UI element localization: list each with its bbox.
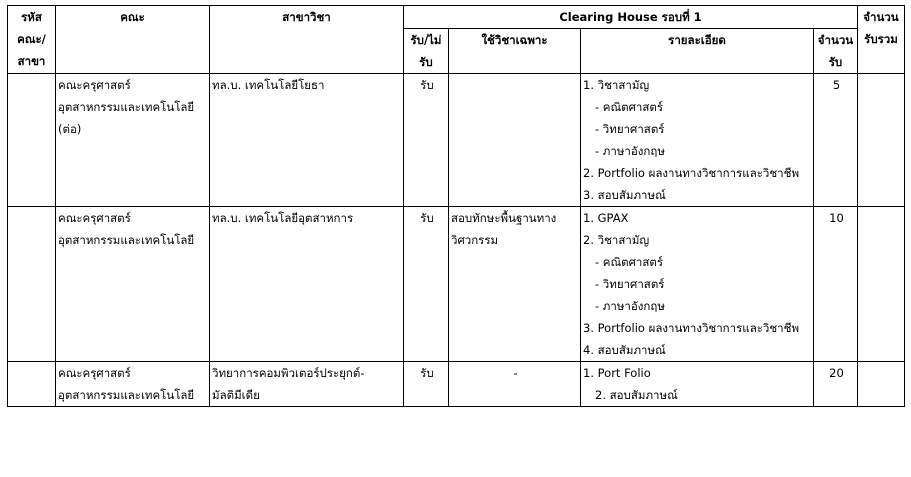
header-code: รหัส คณะ/ สาขา — [8, 6, 56, 74]
cell-text: - ภาษาอังกฤษ — [595, 299, 665, 313]
cell-text: - — [513, 366, 518, 380]
header-count: จำนวน รับ — [814, 29, 858, 74]
cell-text: 1. GPAX — [583, 211, 629, 225]
cell-text: วิทยาการคอมพิวเตอร์ประยุกต์- — [212, 366, 365, 380]
total-cell — [858, 74, 905, 207]
faculty-cell — [56, 207, 210, 362]
cell-text: อุตสาหกรรมและเทคโนโลยี — [58, 233, 195, 247]
header-accept: รับ/ไม่ รับ — [404, 29, 449, 74]
details-cell — [581, 362, 814, 407]
specific-subject-cell — [449, 74, 581, 207]
table-row — [8, 74, 905, 207]
table-row — [8, 207, 905, 362]
cell-text: 3. Portfolio ผลงานทางวิชาการและวิชาชีพ — [583, 321, 800, 335]
program-cell — [210, 362, 404, 407]
cell-text: 2. วิชาสามัญ — [583, 233, 650, 247]
header-specific-subject: ใช้วิชาเฉพาะ — [449, 29, 581, 74]
accept-cell: รับ — [404, 74, 449, 207]
accept-cell: รับ — [404, 207, 449, 362]
cell-text: 1. Port Folio — [583, 366, 651, 380]
code-cell — [8, 207, 56, 362]
cell-text: คณะครุศาสตร์ — [58, 78, 131, 92]
table-row — [8, 362, 905, 407]
faculty-cell — [56, 74, 210, 207]
cell-text: 1. วิชาสามัญ — [583, 78, 650, 92]
cell-text: - วิทยาศาสตร์ — [595, 122, 665, 136]
admission-table — [7, 5, 905, 407]
header-faculty: คณะ — [56, 6, 210, 74]
cell-text: มัลติมีเดีย — [212, 388, 260, 402]
specific-subject-cell — [449, 362, 581, 407]
header-details: รายละเอียด — [581, 29, 814, 74]
cell-text: สอบทักษะพื้นฐานทาง — [451, 211, 557, 225]
cell-text: - ภาษาอังกฤษ — [595, 144, 665, 158]
accept-cell: รับ — [404, 362, 449, 407]
cell-text: - คณิตศาสตร์ — [595, 255, 664, 269]
table-body — [8, 74, 905, 407]
details-cell — [581, 207, 814, 362]
cell-text: วิศวกรรม — [451, 233, 499, 247]
total-cell — [858, 362, 905, 407]
cell-text: อุตสาหกรรมและเทคโนโลยี — [58, 388, 195, 402]
cell-text: คณะครุศาสตร์ — [58, 211, 131, 225]
header-clearing-house: Clearing House รอบที่ 1 — [404, 6, 858, 29]
program-cell — [210, 207, 404, 362]
cell-text: ทล.บ. เทคโนโลยีอุตสาหการ — [212, 211, 354, 225]
cell-text: 2. Portfolio ผลงานทางวิชาการและวิชาชีพ — [583, 166, 800, 180]
count-cell: 20 — [814, 362, 858, 407]
faculty-cell — [56, 362, 210, 407]
count-cell: 10 — [814, 207, 858, 362]
header-program: สาขาวิชา — [210, 6, 404, 74]
cell-text: 3. สอบสัมภาษณ์ — [583, 188, 666, 202]
details-cell — [581, 74, 814, 207]
cell-text: (ต่อ) — [58, 122, 82, 136]
cell-text: อุตสาหกรรมและเทคโนโลยี — [58, 100, 195, 114]
total-cell — [858, 207, 905, 362]
cell-text: - คณิตศาสตร์ — [595, 100, 664, 114]
code-cell — [8, 362, 56, 407]
cell-text: 2. สอบสัมภาษณ์ — [595, 388, 678, 402]
code-cell — [8, 74, 56, 207]
cell-text: 4. สอบสัมภาษณ์ — [583, 343, 666, 357]
count-cell: 5 — [814, 74, 858, 207]
cell-text: ทล.บ. เทคโนโลยีโยธา — [212, 78, 325, 92]
specific-subject-cell — [449, 207, 581, 362]
cell-text: - วิทยาศาสตร์ — [595, 277, 665, 291]
header-total: จำนวน รับรวม — [858, 6, 905, 74]
cell-text: คณะครุศาสตร์ — [58, 366, 131, 380]
program-cell — [210, 74, 404, 207]
